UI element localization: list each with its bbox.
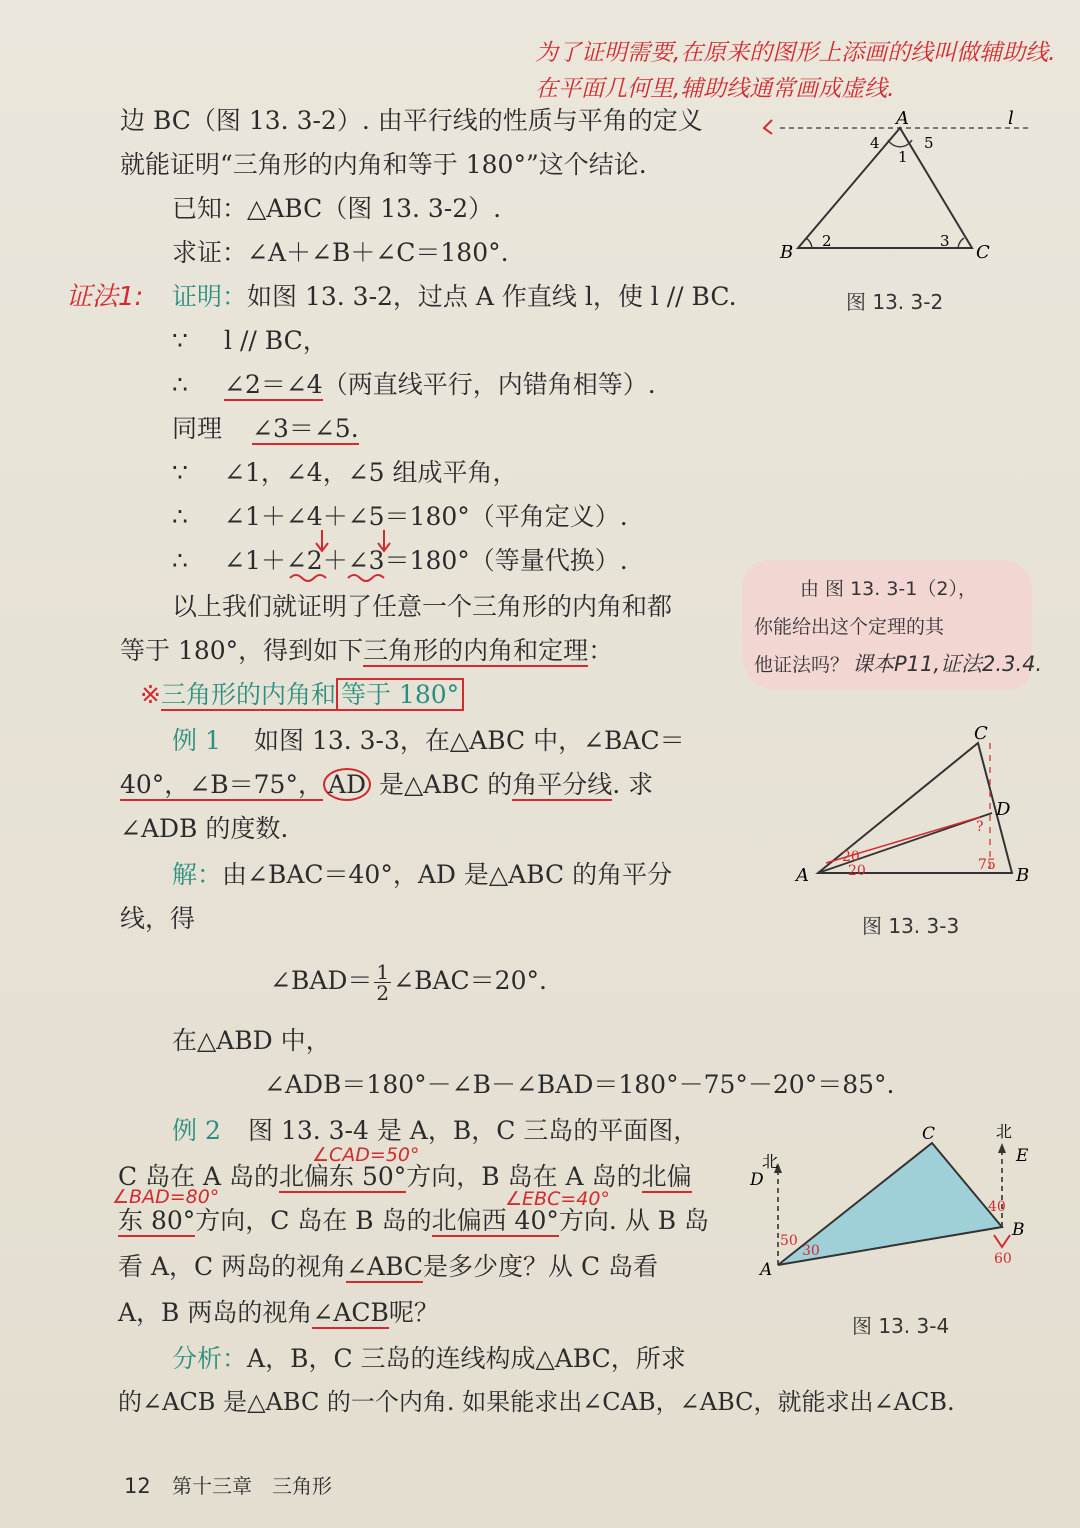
label-b: B <box>1016 865 1030 886</box>
figure-13-3-2 <box>760 100 1050 270</box>
angle-60: 60 <box>994 1251 1012 1267</box>
example-2-text: A，B 两岛的视角 <box>118 1298 313 1327</box>
analysis-text: 的∠ACB 是△ABC 的一个内角. 如果能求出∠CAB，∠ABC，就能求出∠ACB. <box>118 1388 955 1416</box>
example-1-bisector: 角平分线 <box>512 770 613 799</box>
solution-equation: ∠BAD＝ <box>270 966 373 995</box>
north-label-b: 北 <box>996 1122 1013 1141</box>
handwritten-note-dashed-line: 在平面几何里,辅助线通常画成虚线. <box>535 76 895 102</box>
text-line: 就能证明“三角形的内角和等于 180°”这个结论. <box>120 150 647 179</box>
because-symbol: ∵ <box>172 326 188 355</box>
solution-equation: ∠ADB＝180°－∠B－∠BAD＝180°－75°－20°＝85°. <box>264 1070 895 1099</box>
handwritten-note-aux-line: 为了证明需要,在原来的图形上添画的线叫做辅助线. <box>535 40 1056 66</box>
example-2-bearing: 北偏 <box>641 1162 692 1191</box>
example-2-text: 图 13. 3-4 是 A，B，C 三岛的平面图， <box>248 1116 699 1145</box>
label-a: A <box>896 108 909 129</box>
figure-13-3-4 <box>750 1115 1050 1295</box>
handwritten-arrow <box>764 120 772 134</box>
thinking-bubble <box>742 560 1043 690</box>
example-2-bearing: 北偏东 50° <box>279 1162 407 1191</box>
label-c: C <box>976 242 990 263</box>
solution-heading: 解： <box>172 860 223 889</box>
example-1-text: 如图 13. 3-3，在△ABC 中，∠BAC＝ <box>254 726 685 755</box>
example-1-text: 是△ABC 的 <box>379 770 513 799</box>
handwritten-arrow <box>994 1235 1010 1247</box>
angle-5: 5 <box>924 134 934 152</box>
handwritten-arrows <box>300 528 400 556</box>
handwritten-ebc: ∠EBC=40° <box>505 1188 610 1210</box>
proof-heading: 证明： <box>172 282 248 311</box>
label-d: D <box>750 1170 764 1190</box>
example-1-given: 40°，∠B＝75°， <box>120 770 323 799</box>
therefore-symbol: ∴ <box>172 370 188 399</box>
label-l: l <box>1008 108 1014 129</box>
page-number: 12 <box>124 1474 151 1498</box>
example-1-question: ∠ADB 的度数. <box>120 814 289 843</box>
conclusion-line: 以上我们就证明了任意一个三角形的内角和都 <box>172 592 673 621</box>
analysis-text: A，B，C 三岛的连线构成△ABC，所求 <box>247 1344 686 1373</box>
label-e: E <box>1016 1146 1029 1166</box>
angle-1: 1 <box>898 148 908 166</box>
proof-step-underlined: ∠3＝∠5. <box>252 414 359 443</box>
example-2-text: 方向. 从 B 岛 <box>558 1206 710 1235</box>
bubble-text: 由 图 13. 3-1（2）， <box>800 578 977 600</box>
figure-13-3-3 <box>790 725 1040 895</box>
label-d: D <box>996 799 1011 820</box>
proof-step-underlined: ∠2＝∠4 <box>224 370 323 399</box>
triangle-abc <box>798 128 972 248</box>
label-c: C <box>922 1124 936 1144</box>
example-2-text: 方向，C 岛在 B 岛的 <box>195 1206 432 1235</box>
north-label-a: 北 <box>762 1152 779 1171</box>
bubble-text: 他证法吗？ <box>754 654 850 676</box>
example-2-text: 看 A，C 两岛的视角 <box>118 1252 347 1281</box>
conclusion-colon: ： <box>588 636 614 665</box>
example-2-angle-acb: ∠ACB <box>312 1298 389 1327</box>
proof-step: ∠1＋∠2＋∠3＝180°（等量代换）. <box>224 546 628 575</box>
prove-statement: 求证：∠A＋∠B＋∠C＝180°. <box>172 238 509 267</box>
theorem-statement-boxed: 等于 180° <box>336 678 464 711</box>
example-2-text: 是多少度？从 C 岛看 <box>423 1252 659 1281</box>
angle-50: 50 <box>780 1233 798 1249</box>
label-a: A <box>796 865 809 886</box>
angle-30: 30 <box>802 1243 820 1259</box>
label-c: C <box>974 725 988 744</box>
example-1-ad-circled: AD <box>323 768 371 801</box>
angle-unknown: ? <box>976 819 984 835</box>
figure-caption: 图 13. 3-3 <box>862 914 960 938</box>
handwritten-proof-label: 证法1: <box>66 282 144 312</box>
example-2-text: C 岛在 A 岛的 <box>118 1162 280 1191</box>
solution-equation: ∠BAC＝20°. <box>393 966 547 995</box>
fraction-half: $\frac{1}{2}$ <box>376 960 390 1005</box>
example-1-text: . 求 <box>612 770 654 799</box>
known-statement: 已知：△ABC（图 13. 3-2）. <box>172 194 502 223</box>
text-line: 边 BC（图 13. 3-2）. 由平行线的性质与平角的定义 <box>120 106 703 135</box>
therefore-symbol: ∴ <box>172 502 188 531</box>
figure-caption: 图 13. 3-2 <box>846 290 944 314</box>
proof-step: ∠1＋∠4＋∠5＝180°（平角定义）. <box>224 502 628 531</box>
bubble-text: 你能给出这个定理的其 <box>754 616 945 638</box>
theorem-mark: ※ <box>140 680 161 709</box>
angle-3: 3 <box>940 232 950 250</box>
similarly-label: 同理 <box>172 414 223 443</box>
proof-step: ∠1，∠4，∠5 组成平角， <box>224 458 518 487</box>
example-1-heading: 例 1 <box>172 726 221 755</box>
therefore-symbol: ∴ <box>172 546 188 575</box>
example-2-angle-abc: ∠ABC <box>346 1252 424 1281</box>
chapter-title: 第十三章 三角形 <box>172 1474 332 1498</box>
proof-text: 如图 13. 3-2，过点 A 作直线 l，使 l // BC. <box>247 282 737 311</box>
angle-2: 2 <box>822 232 832 250</box>
example-2-bearing: 北偏西 40° <box>431 1206 559 1235</box>
example-2-heading: 例 2 <box>172 1116 221 1145</box>
handwritten-bad: ∠BAD=80° <box>112 1186 220 1208</box>
handwritten-bubble-note: 课本P11,证法2.3.4. <box>852 652 1043 676</box>
label-b: B <box>1012 1220 1025 1240</box>
handwritten-wavy-underline <box>288 572 408 584</box>
angle-40: 40 <box>988 1199 1006 1215</box>
example-2-text: 方向，B 岛在 A 岛的 <box>406 1162 642 1191</box>
angle-20-bottom: 20 <box>848 863 866 879</box>
label-a: A <box>760 1260 773 1280</box>
proof-step-reason: （两直线平行，内错角相等）. <box>322 370 656 399</box>
example-2-bearing: 东 80° <box>118 1206 196 1235</box>
proof-step: l // BC， <box>224 326 328 355</box>
theorem-name: 三角形的内角和定理 <box>363 636 589 665</box>
solution-text: 线，得 <box>120 904 196 933</box>
solution-text: 在△ABD 中， <box>172 1026 331 1055</box>
because-symbol: ∵ <box>172 458 188 487</box>
theorem-statement: 三角形的内角和 <box>160 680 336 709</box>
analysis-heading: 分析： <box>172 1344 248 1373</box>
angle-20-top: 20 <box>842 849 860 865</box>
handwritten-cad: ∠CAD=50° <box>312 1144 420 1166</box>
solution-text: 由∠BAC＝40°，AD 是△ABC 的角平分 <box>222 860 673 889</box>
label-b: B <box>780 242 794 263</box>
angle-75: 75 <box>978 857 996 873</box>
example-2-text: 呢？ <box>388 1298 439 1327</box>
angle-4: 4 <box>870 134 880 152</box>
conclusion-text: 等于 180°，得到如下 <box>120 636 364 665</box>
figure-caption: 图 13. 3-4 <box>852 1314 950 1338</box>
